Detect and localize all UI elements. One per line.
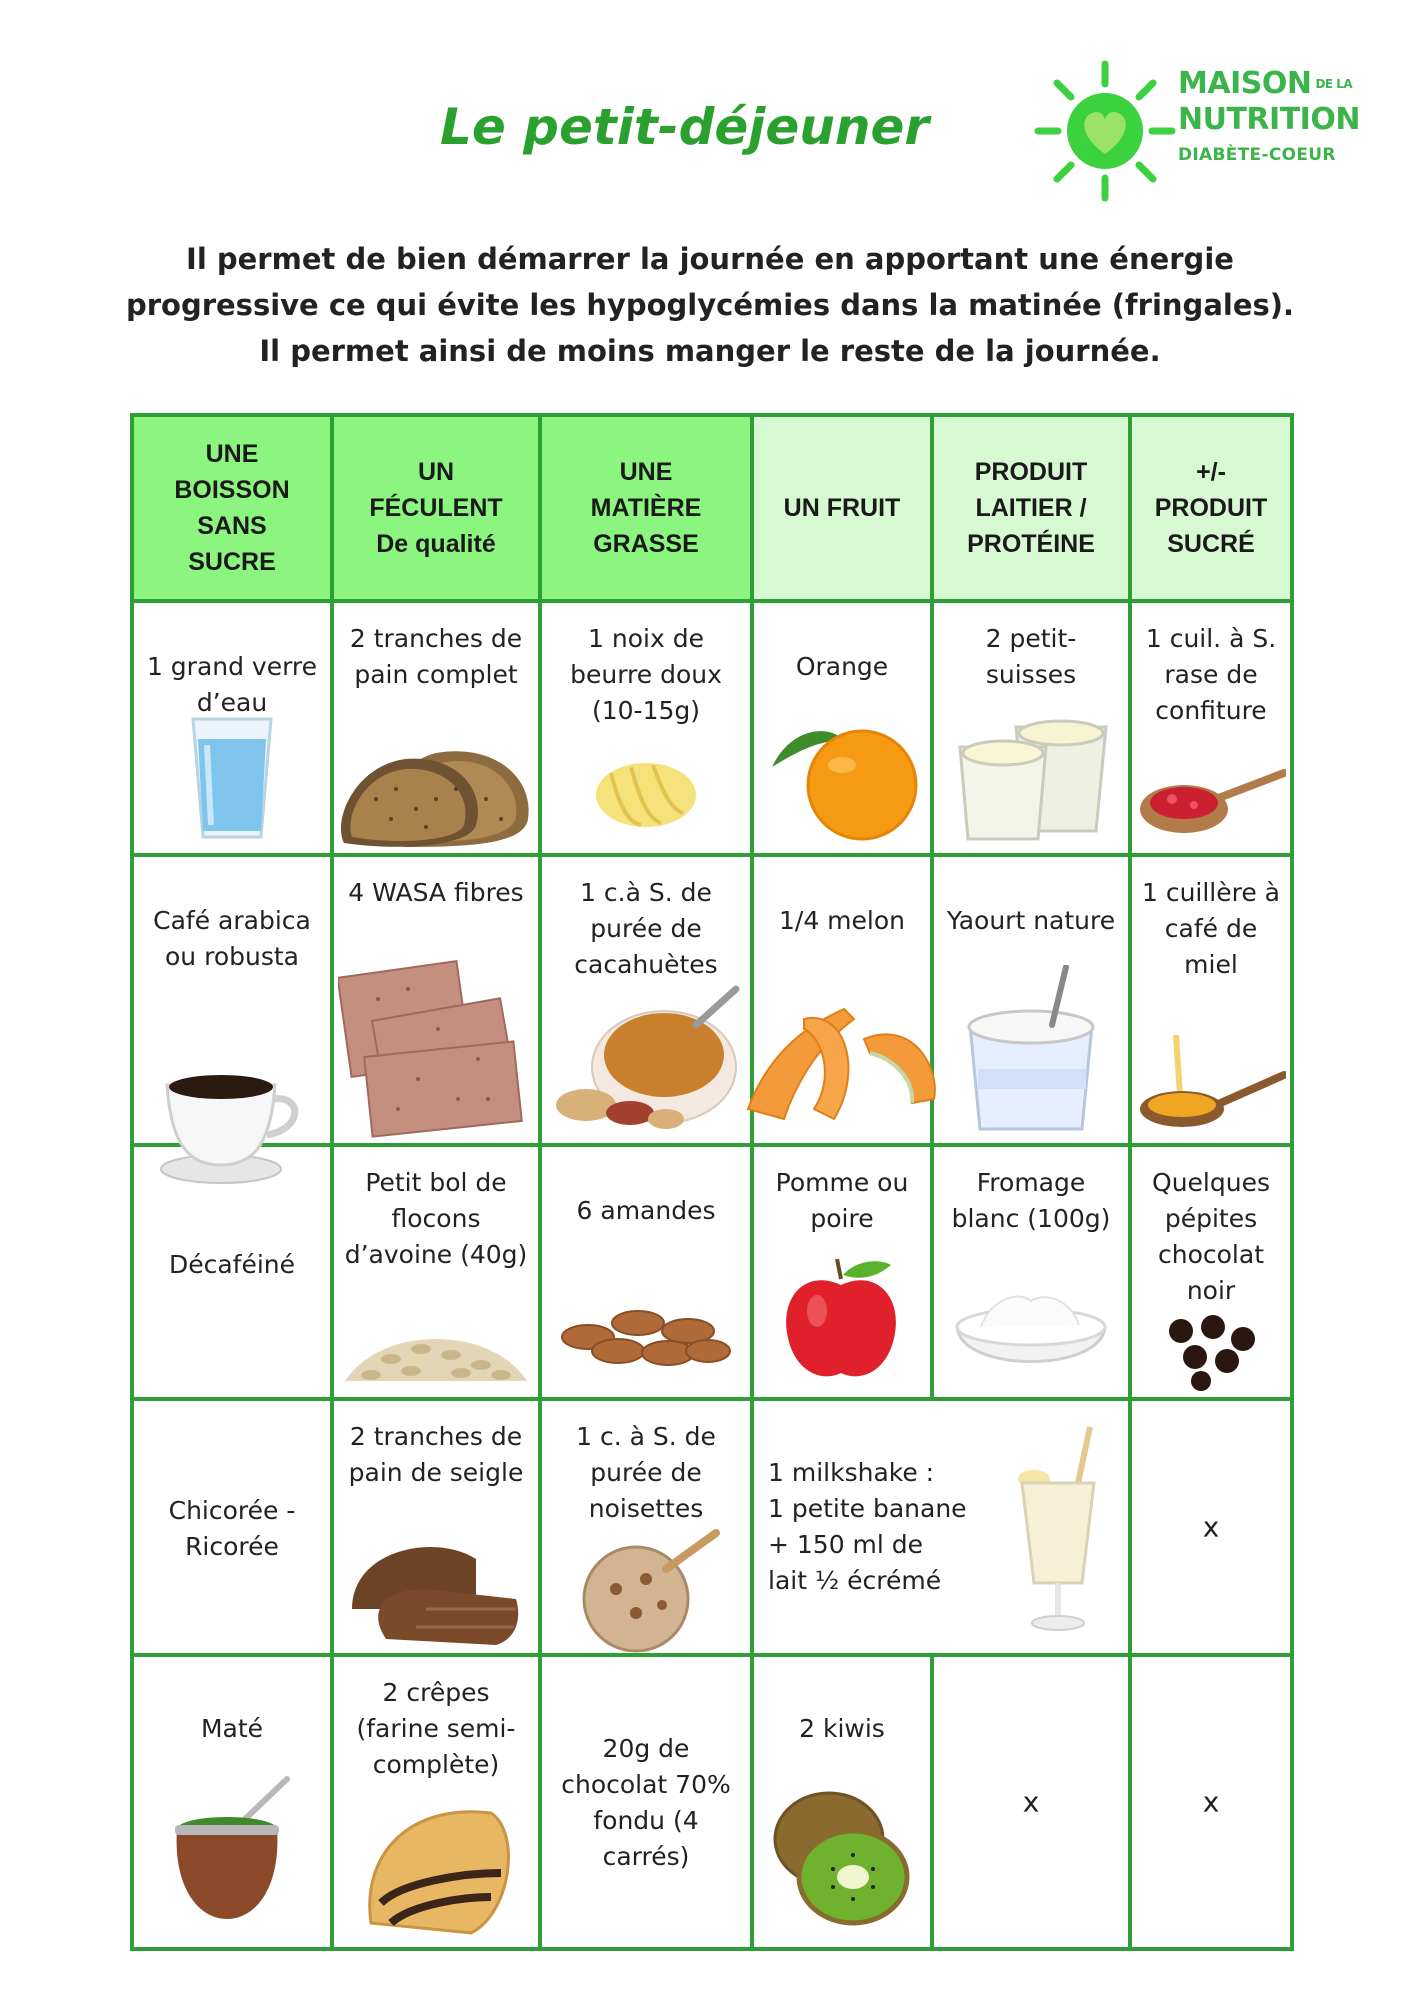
intro-line: progressive ce qui évite les hypoglycémies dans la matinée (fringales).	[125, 288, 1295, 322]
logo-line1-small: DE LA	[1315, 77, 1353, 91]
milkshake-line: 1 milkshake :	[768, 1458, 935, 1487]
table-row	[132, 601, 1292, 855]
intro-text	[110, 236, 1310, 374]
peanut-butter-icon	[546, 985, 746, 1135]
cell-sucre: x	[1130, 1399, 1292, 1655]
crepes-icon	[351, 1793, 521, 1943]
cell-feculent: 2 tranches de pain de seigle	[332, 1399, 540, 1655]
cell-sucre: 1 cuillère à café de miel	[1130, 855, 1292, 1145]
cell-matiere: 20g de chocolat 70% fondu (4 carrés)	[540, 1655, 752, 1949]
jam-spoon-icon	[1136, 769, 1286, 839]
crispbread-icon	[338, 949, 534, 1139]
header-fruit: UN FRUIT	[752, 415, 932, 601]
cell-feculent: 2 tranches de pain complet	[332, 601, 540, 855]
cell-sucre: x	[1130, 1655, 1292, 1949]
header-boisson: UNE BOISSON SANS SUCRE	[132, 415, 332, 601]
cell-feculent: 2 crêpes (farine semi-complète)	[332, 1655, 540, 1949]
cell-fruit: Orange	[752, 601, 932, 855]
cell-boisson: 1 grand verre d’eau	[132, 601, 332, 855]
table-row	[132, 855, 1292, 1145]
header-matiere-grasse: UNE MATIÈRE GRASSE	[540, 415, 752, 601]
cell-boisson: Maté	[132, 1655, 332, 1949]
cell-boisson: Décaféiné	[132, 1145, 332, 1399]
logo-line3: DIABÈTE-COEUR	[1178, 145, 1336, 165]
cell-fruit: 1/4 melon	[752, 855, 932, 1145]
mate-gourd-icon	[167, 1775, 297, 1925]
cell-laitier: Fromage blanc (100g)	[932, 1145, 1130, 1399]
cell-sucre: Quelques pépites chocolat noir	[1130, 1145, 1292, 1399]
yogurt-icon	[956, 965, 1106, 1135]
cell-sucre: 1 cuil. à S. rase de confiture	[1130, 601, 1292, 855]
milkshake-line: 1 petite banane	[768, 1494, 967, 1523]
page-title: Le petit-déjeuner	[440, 98, 930, 156]
logo	[1030, 56, 1370, 206]
logo-line1: MAISON	[1178, 66, 1312, 101]
sun-heart-logo-icon	[1030, 56, 1180, 206]
cell-laitier: 2 petit-suisses	[932, 601, 1130, 855]
water-glass-icon	[189, 715, 275, 841]
cell-laitier: Yaourt nature	[932, 855, 1130, 1145]
hazelnut-spread-icon	[566, 1529, 726, 1653]
melon-slice-icon	[744, 979, 940, 1129]
milkshake-line: + 150 ml de	[768, 1530, 924, 1559]
kiwi-icon	[769, 1779, 915, 1929]
cell-laitier: x	[932, 1655, 1130, 1949]
rye-bread-icon	[346, 1529, 526, 1649]
breakfast-table	[130, 413, 1294, 1951]
milkshake-glass-icon	[1008, 1423, 1108, 1635]
logo-line2: NUTRITION	[1178, 102, 1360, 137]
cell-fruit: 2 kiwis	[752, 1655, 932, 1949]
butter-curl-icon	[591, 753, 701, 833]
honey-spoon-icon	[1136, 1035, 1286, 1135]
intro-line: Il permet ainsi de moins manger le reste de la journée.	[259, 334, 1161, 368]
header-sucre: +/- PRODUIT SUCRÉ	[1130, 415, 1292, 601]
table-row	[132, 1655, 1292, 1949]
cell-boisson: Café arabica ou robusta	[132, 855, 332, 1145]
almonds-icon	[558, 1297, 734, 1367]
fromage-blanc-icon	[951, 1287, 1111, 1383]
cell-matiere: 1 c.à S. de purée de cacahuètes	[540, 855, 752, 1145]
cell-fruit: Pomme ou poire	[752, 1145, 932, 1399]
intro-line: Il permet de bien démarrer la journée en apportant une énergie	[186, 242, 1234, 276]
cell-milkshake	[752, 1399, 1130, 1655]
petit-suisse-icon	[946, 703, 1116, 843]
milkshake-line: lait ½ écrémé	[768, 1566, 942, 1595]
cell-matiere: 1 noix de beurre doux (10-15g)	[540, 601, 752, 855]
table-row	[132, 1399, 1292, 1655]
cell-matiere: 6 amandes	[540, 1145, 752, 1399]
chocolate-chips-icon	[1161, 1311, 1261, 1391]
orange-icon	[762, 715, 922, 841]
cell-feculent: 4 WASA fibres	[332, 855, 540, 1145]
header-feculent: UN FÉCULENT De qualité	[332, 415, 540, 601]
whole-bread-icon	[336, 739, 536, 851]
table-row	[132, 1145, 1292, 1399]
oat-flakes-icon	[341, 1315, 531, 1385]
header-laitier: PRODUIT LAITIER / PROTÉINE	[932, 415, 1130, 601]
cell-feculent: Petit bol de flocons d’avoine (40g)	[332, 1145, 540, 1399]
cell-matiere: 1 c. à S. de purée de noisettes	[540, 1399, 752, 1655]
apple-icon	[777, 1255, 907, 1385]
cell-boisson: Chicorée - Ricorée	[132, 1399, 332, 1655]
